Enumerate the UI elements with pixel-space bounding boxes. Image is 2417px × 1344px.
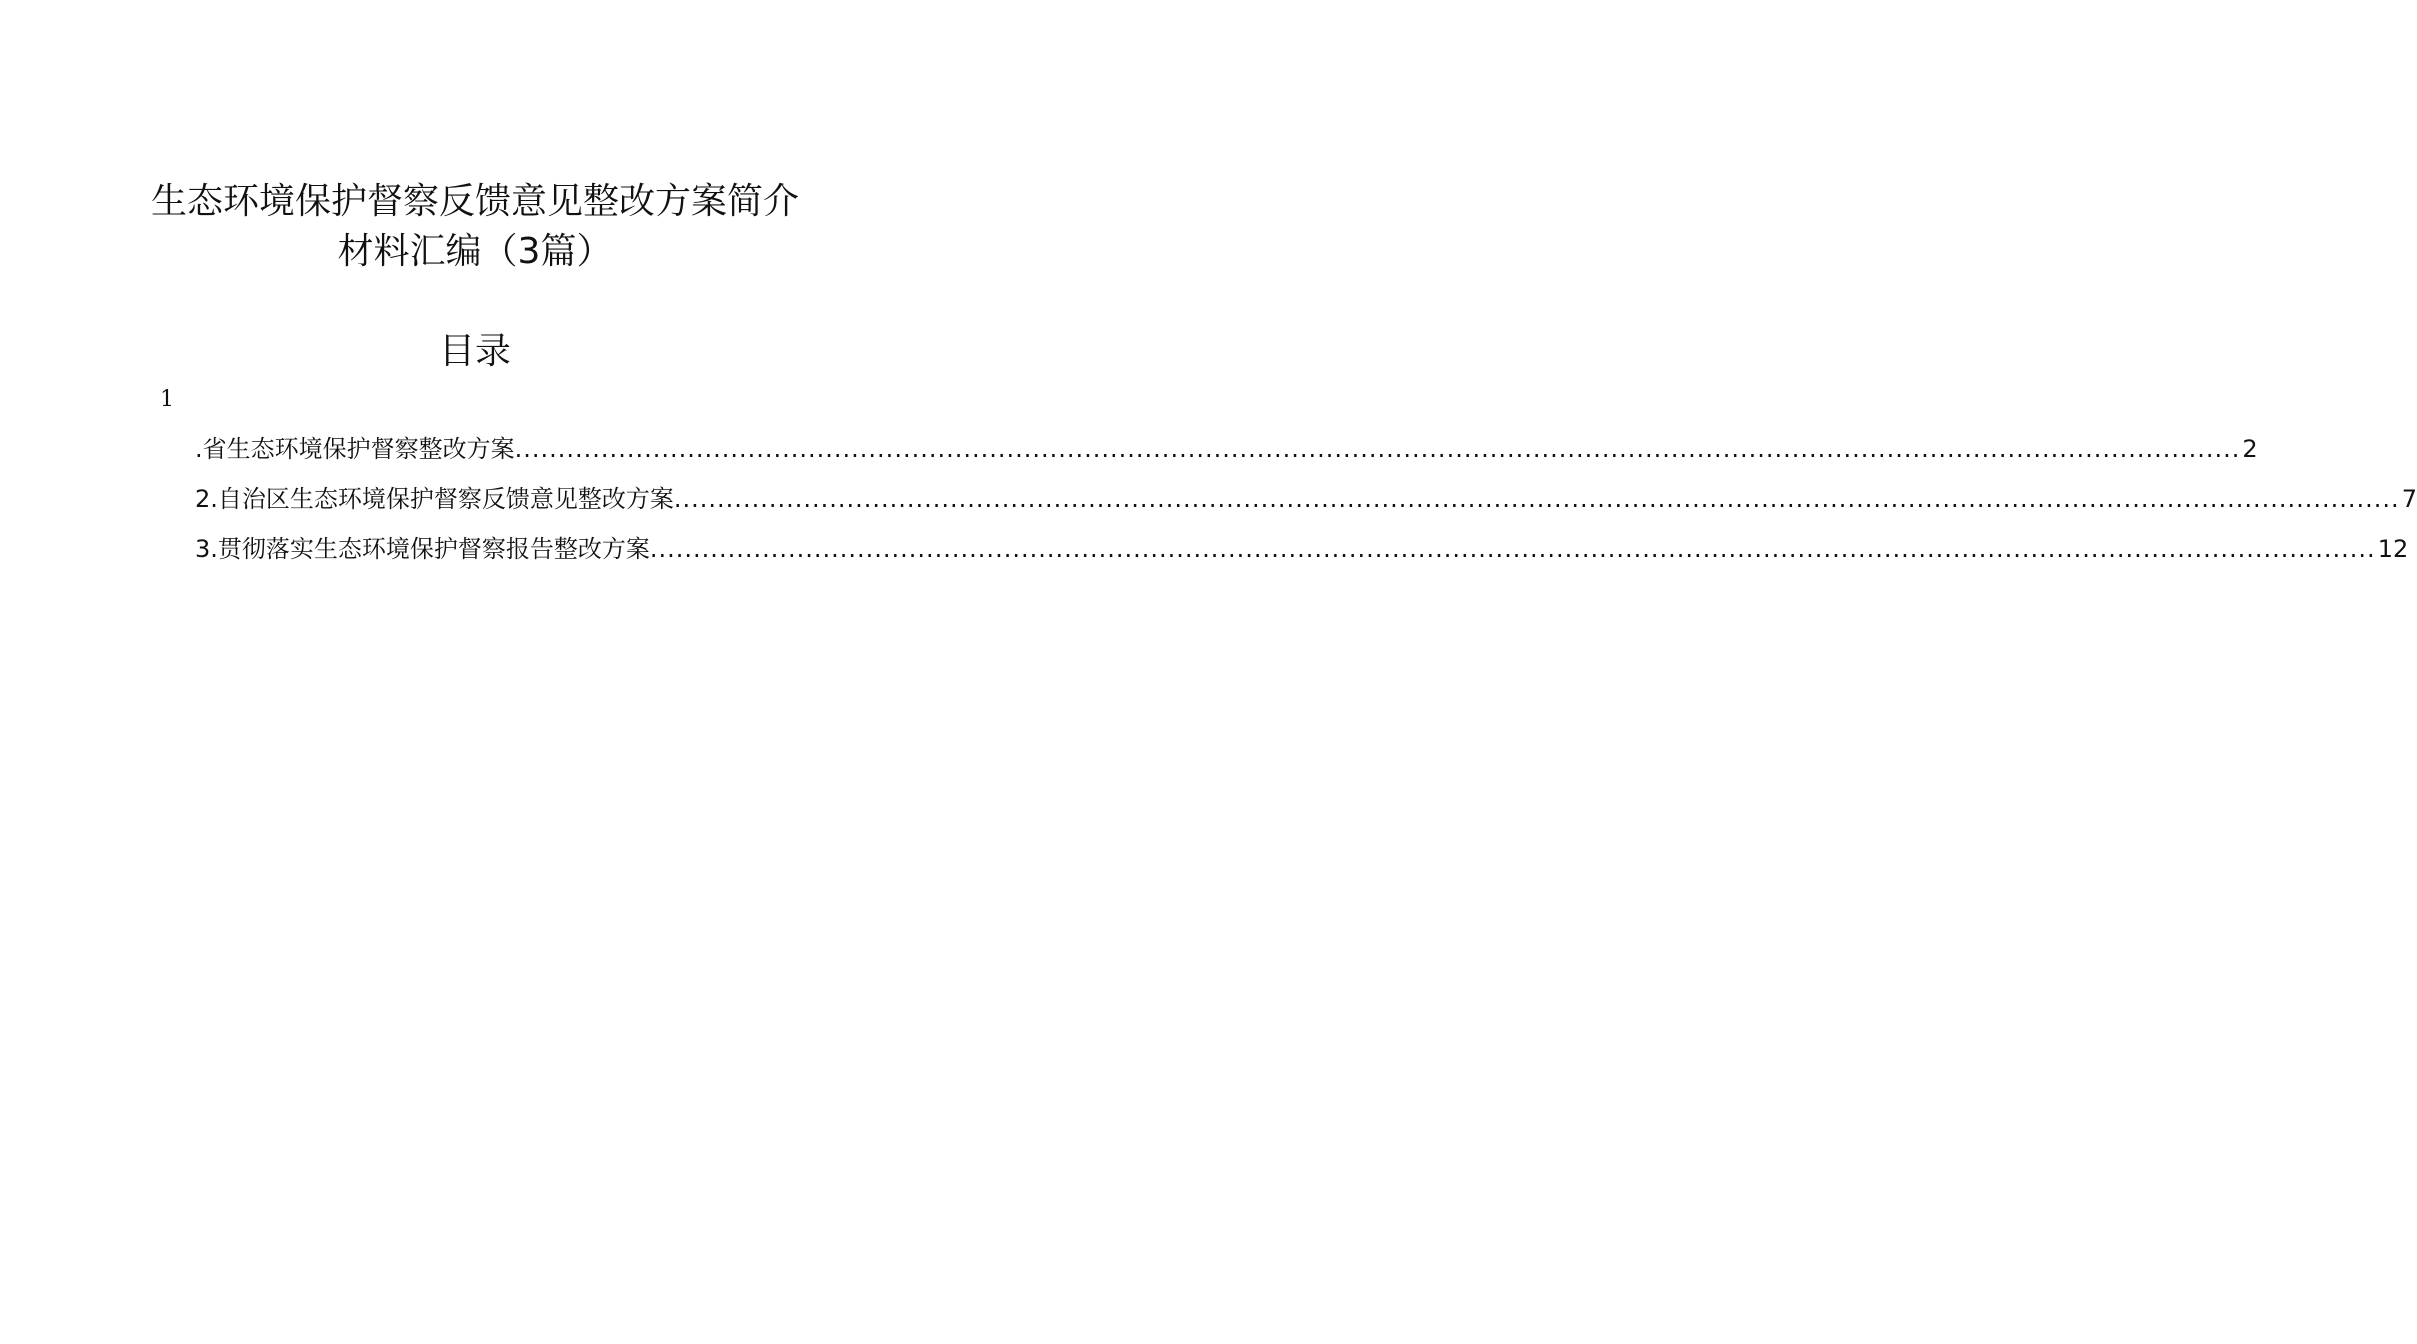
- list-number-marker: 1: [160, 387, 174, 412]
- toc-dot-leader: ........................................................................................................................................................................................................: [649, 535, 2376, 563]
- toc-dot-leader: ........................................................................................................................................................................................................: [514, 435, 2241, 463]
- toc-page-number: 2: [2242, 435, 2258, 463]
- toc-entry-2[interactable]: [195, 482, 2417, 516]
- toc-entry-3[interactable]: [195, 532, 2409, 566]
- toc-entry-1[interactable]: [195, 432, 2258, 466]
- toc-entry-label: 3.贯彻落实生态环境保护督察报告整改方案: [195, 535, 650, 563]
- toc-heading: 目录: [438, 331, 511, 372]
- toc-entry-label: 2.自治区生态环境保护督察反馈意见整改方案: [195, 485, 674, 513]
- toc-entry-label: .省生态环境保护督察整改方案: [195, 435, 515, 463]
- toc-page-number: 7: [2401, 485, 2417, 513]
- toc-dot-leader: ........................................................................................................................................................................................................: [673, 485, 2400, 513]
- document-title-line-1: 生态环境保护督察反馈意见整改方案简介: [150, 181, 799, 222]
- document-title-line-2: 材料汇编（3篇）: [337, 231, 613, 272]
- toc-page-number: 12: [2377, 535, 2409, 563]
